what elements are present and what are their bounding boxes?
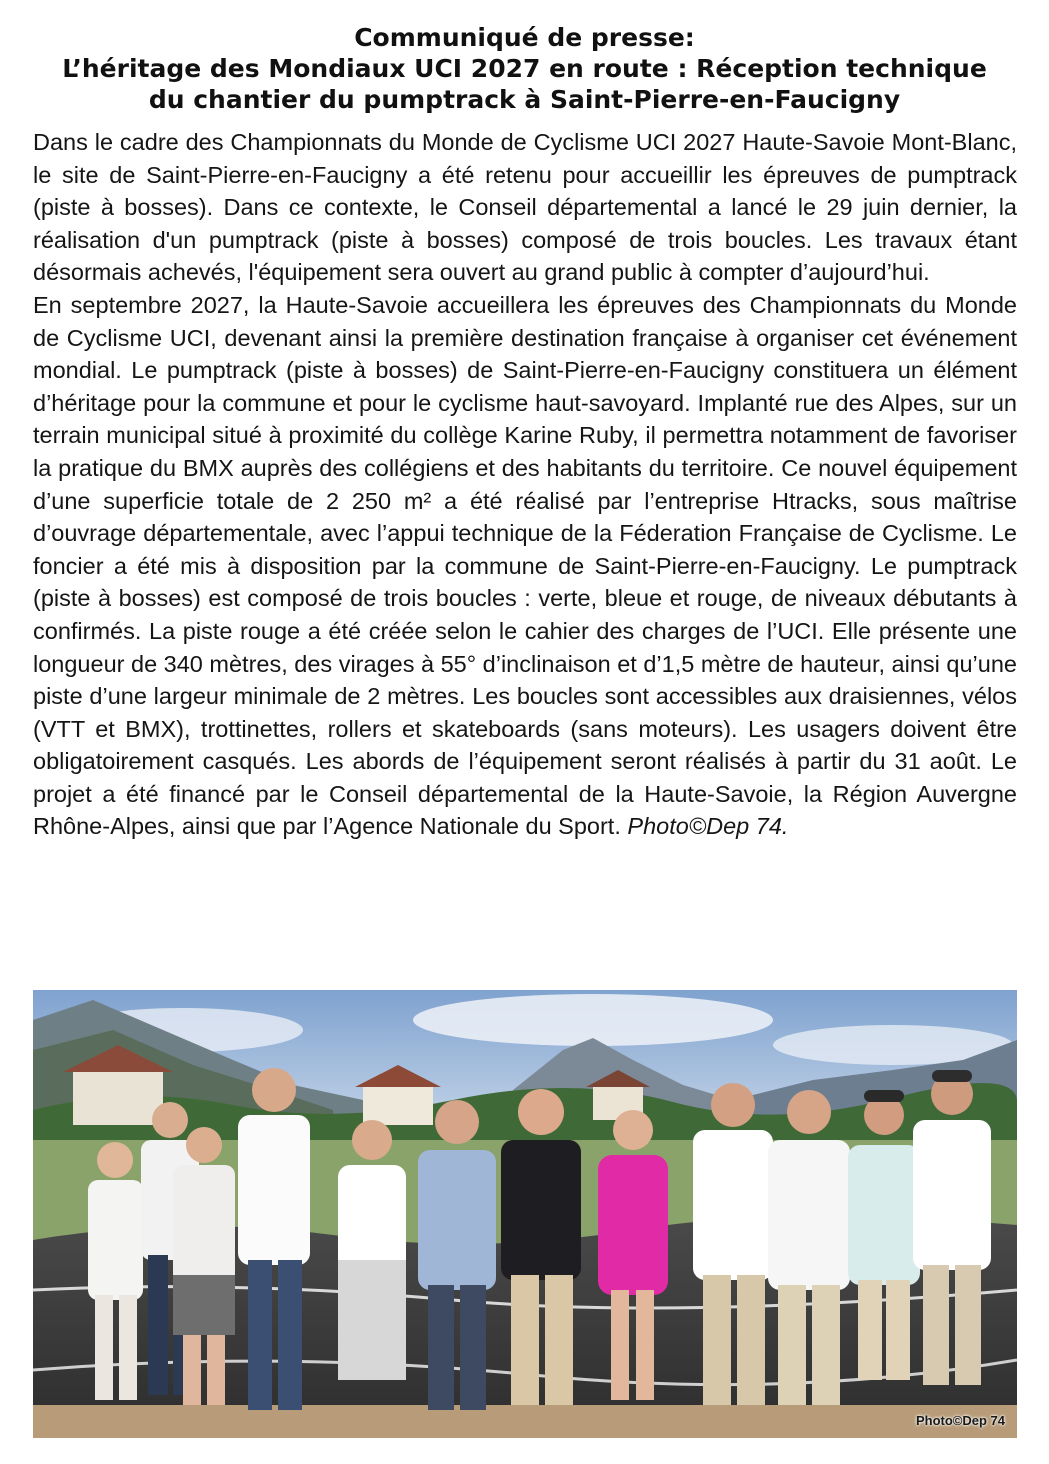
headline-line-1: L’héritage des Mondiaux UCI 2027 en route : Réception technique — [62, 54, 987, 83]
paragraph-details — [33, 289, 1017, 843]
header-label: Communiqué de presse: — [354, 23, 695, 52]
photo-credit-inline: Photo©Dep 74. — [627, 813, 789, 840]
press-release-header — [20, 22, 1029, 115]
group-photo — [33, 990, 1017, 1438]
headline-line-2: du chantier du pumptrack à Saint-Pierre-en-Faucigny — [148, 85, 901, 114]
photo-credit-watermark: Photo©Dep 74 — [915, 1413, 1005, 1428]
group-photo-illustration — [33, 990, 1017, 1438]
article-body — [33, 126, 1017, 843]
paragraph-intro: Dans le cadre des Championnats du Monde de Cyclisme UCI 2027 Haute-Savoie Mont-Blanc, le site de Saint-Pierre-en-Faucigny a été retenu pour accueillir les épreuves de pumptrack (piste à bosses). Dans ce contexte, le Conseil départemental a lancé le 29 juin dernier, la réalisation d'un pumptrack (piste à bosses) composé de trois boucles. Les travaux étant désormais achevés, l'équipement sera ouvert au grand public à compter d’aujourd’hui. — [33, 129, 1017, 286]
paragraph-details-text: En septembre 2027, la Haute-Savoie accueillera les épreuves des Championnats du Monde de Cyclisme UCI, devenant ainsi la première destination française à organiser cet événement mondial. Le pumptrack (piste à bosses) de Saint-Pierre-en-Faucigny constituera un élément d’héritage pour la commune et pour le cyclisme haut-savoyard. Implanté rue des Alpes, sur un terrain municipal situé à proximité du collège Karine Ruby, il permettra notamment de favoriser la pratique du BMX auprès des collégiens et des habitants du territoire. Ce nouvel équipement d’une superficie totale de 2 250 m² a été réalisé par l’entreprise Htracks, sous maîtrise d’ouvrage départementale, avec l’appui technique de la Féderation Française de Cyclisme. Le foncier a été mis à disposition par la commune de Saint-Pierre-en-Faucigny. Le pumptrack (piste à bosses) est composé de trois boucles : verte, bleue et rouge, de niveaux débutants à confirmés. La piste rouge a été créée selon le cahier des charges de l’UCI. Elle présente une longueur de 340 mètres, des virages à 55° d’inclinaison et d’1,5 mètre de hauteur, ainsi qu’une piste d’une largeur minimale de 2 mètres. Les boucles sont accessibles aux draisiennes, vélos (VTT et BMX), trottinettes, rollers et skateboards (sans moteurs). Les usagers doivent être obligatoirement casqués. Les abords de l’équipement seront réalisés à partir du 31 août. Le projet a été financé par le Conseil départemental de la Haute-Savoie, la Région Auvergne Rhône-Alpes, ainsi que par l’Agence Nationale du Sport. — [33, 291, 1017, 840]
